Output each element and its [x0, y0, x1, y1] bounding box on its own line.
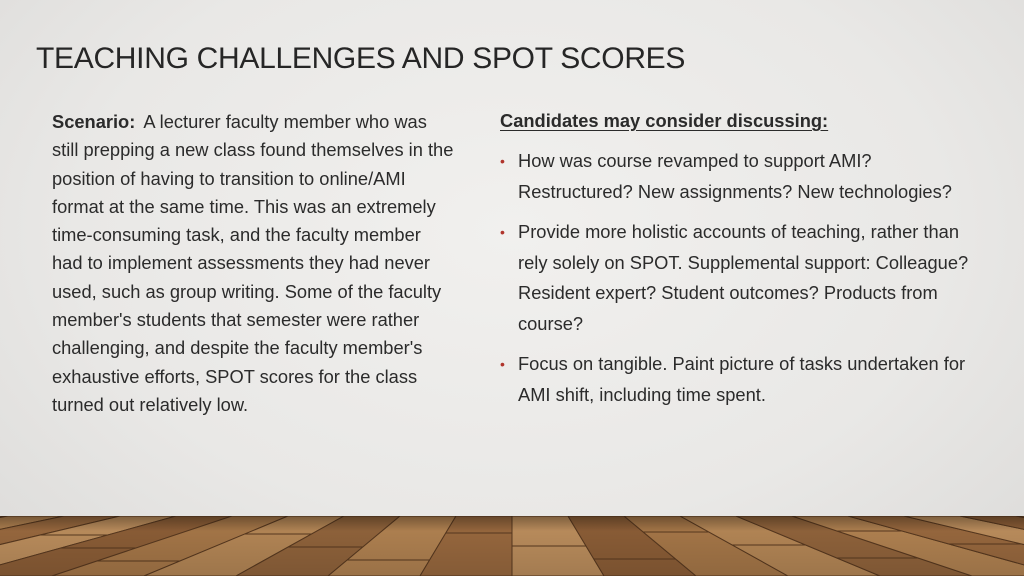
bullet-icon: • — [500, 356, 505, 372]
wood-floor-graphic — [0, 516, 1024, 576]
discussion-block — [500, 110, 980, 420]
list-item — [500, 349, 980, 410]
slide-title: TEACHING CHALLENGES AND SPOT SCORES — [36, 42, 686, 75]
bullet-icon: • — [500, 153, 505, 169]
list-item — [500, 217, 980, 339]
scenario-block — [52, 108, 456, 419]
scenario-text: A lecturer faculty member who was still prepping a new class found themselves in the position of having to transition to online/AMI format at the same time. This was an extremely time-consuming task, and the faculty member had to implement assessments they had never used, such as group writing. Some of the faculty member's students that semester were rather challenging, and despite the faculty member's exhaustive efforts, SPOT scores for the class turned out relatively low. — [52, 111, 454, 415]
bullet-text: How was course revamped to support AMI? Restructured? New assignments? New technologies? — [518, 150, 952, 202]
bullet-text: Focus on tangible. Paint picture of tasks undertaken for AMI shift, including time spent. — [518, 353, 966, 405]
scenario-label: Scenario: — [52, 111, 136, 132]
wood-floor-image — [0, 516, 1024, 576]
floor-shade — [0, 516, 1024, 576]
discussion-list — [500, 146, 980, 410]
discussion-heading: Candidates may consider discussing: — [500, 110, 829, 131]
bullet-text: Provide more holistic accounts of teaching, rather than rely solely on SPOT. Supplemental support: Colleague? Resident expert? Student outcomes? Products from course? — [518, 221, 969, 334]
bullet-icon: • — [500, 224, 505, 240]
list-item — [500, 146, 980, 207]
